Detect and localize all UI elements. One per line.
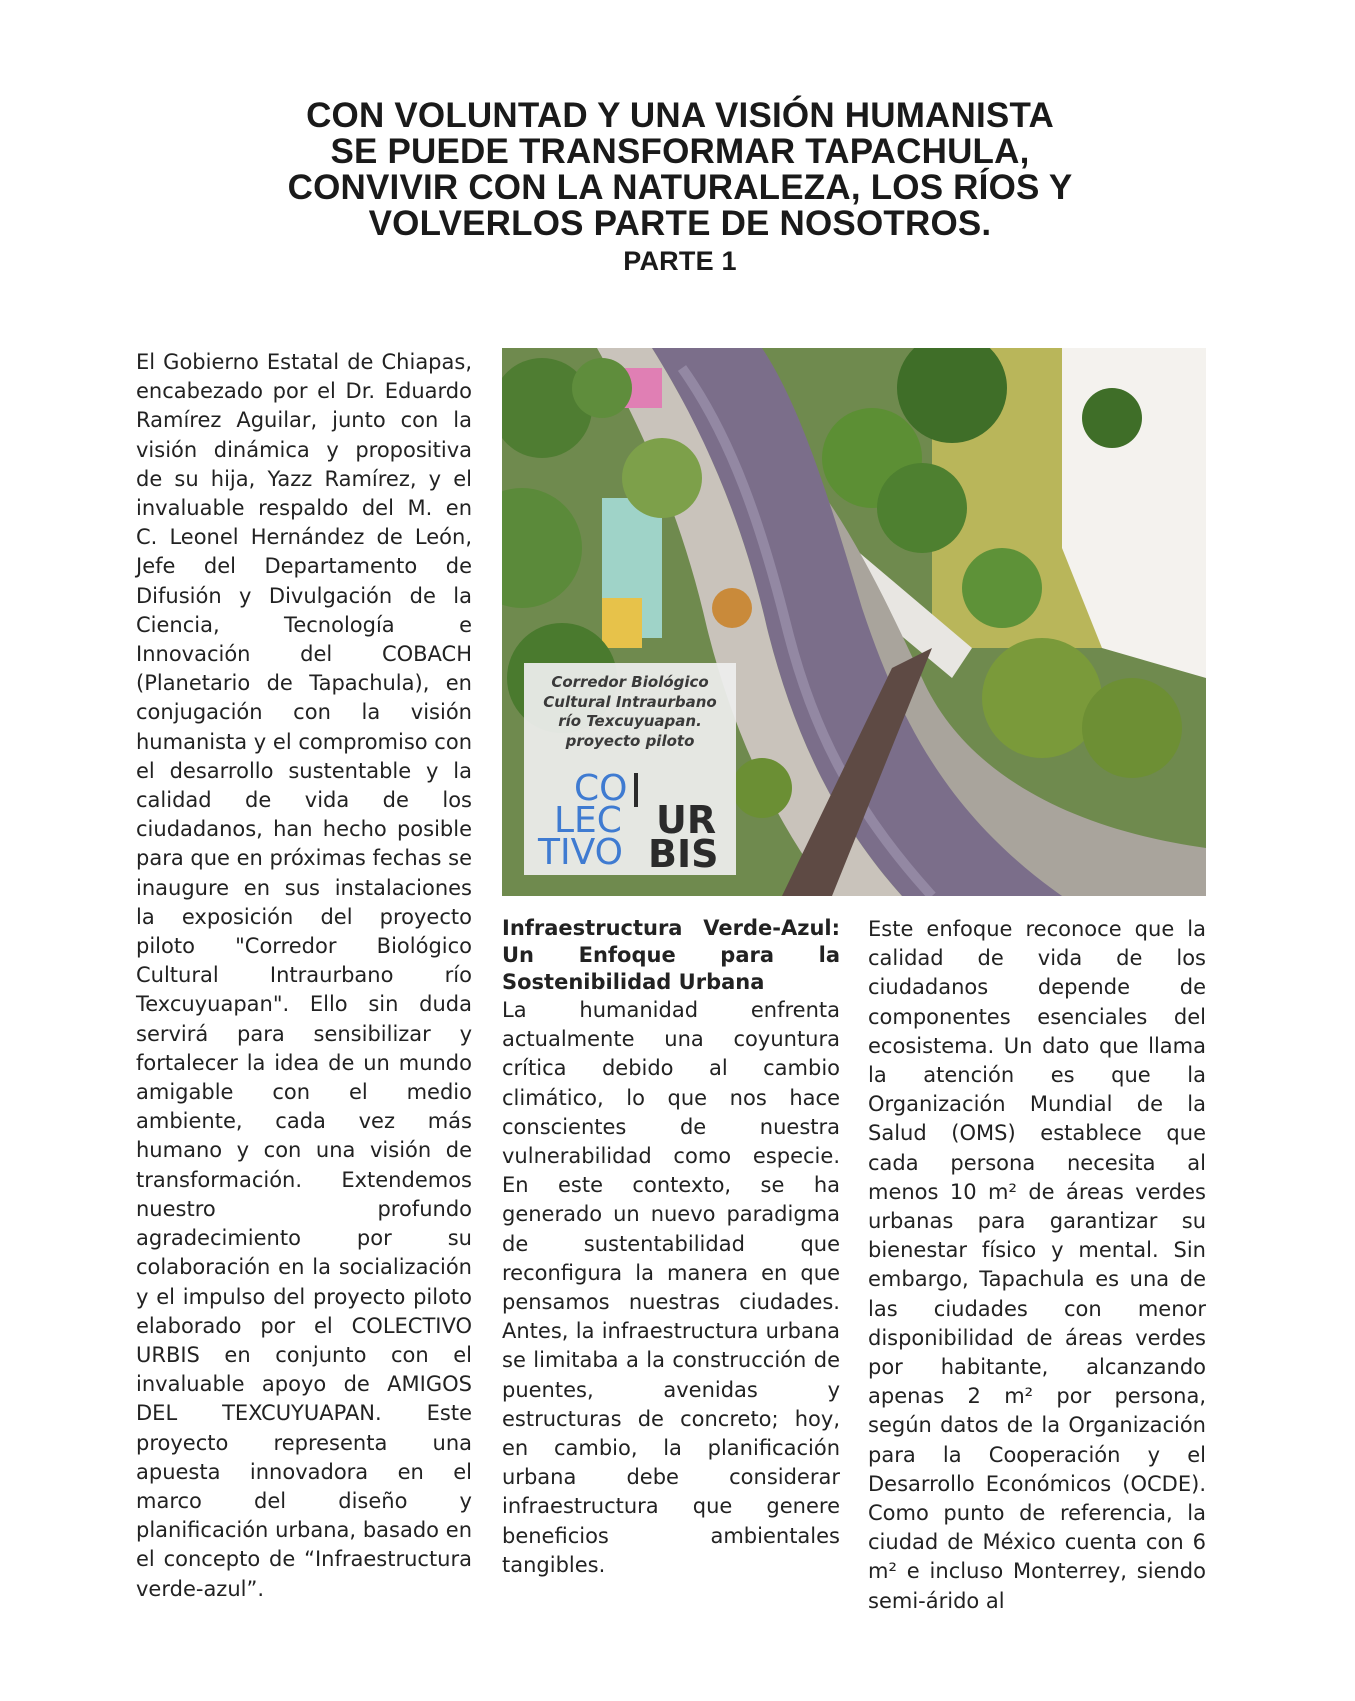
project-caption (524, 673, 736, 751)
column-1 (136, 348, 472, 1604)
headline-line: SE PUEDE TRANSFORMAR TAPACHULA, (330, 132, 1030, 171)
logo-lec: LEC (554, 800, 622, 841)
logo-co: CO (574, 768, 628, 809)
logo-tivo: TIVO (538, 832, 623, 873)
column-1-paragraph: El Gobierno Estatal de Chiapas, encabezado por el Dr. Eduardo Ramírez Aguilar, junto con la visión dinámica y propositiva de su hija, Yazz Ramírez, y el invaluable respaldo del M. en C. Leonel Hernández de León, Jefe del Departamento de Difusión y Divulgación de la Ciencia, Tecnología e Innovación del COBACH (Planetario de Tapachula), en conjugación con la visión humanista y el compromiso con el desarrollo sustentable y la calidad de vida de los ciudadanos, han hecho posible para que en próximas fechas se inaugure en sus instalaciones la exposición del proyecto piloto "Corredor Biológico Cultural Intraurbano río Texcuyuapan". Ello sin duda servirá para sensibilizar y fortalecer la idea de un mundo amigable con el medio ambiente, cada vez más humano y con una visión de transformación. Extendemos nuestro profundo agradecimiento por su colaboración en la socialización y el impulso del proyecto piloto elaborado por el COLECTIVO URBIS en conjunto con el invaluable apoyo de AMIGOS DEL TEXCUYUAPAN. Este proyecto representa una apuesta innovadora en el marco del diseño y planificación urbana, basado en el concepto de “Infraestructura verde-azul”. (136, 350, 472, 1601)
column-2-paragraph: La humanidad enfrenta actualmente una coyuntura crítica debido al cambio climático, lo que nos hace conscientes de nuestra vulnerabilidad como especie. En este contexto, se ha generado un nuevo paradigma de sustentabilidad que reconfigura la manera en que pensamos nuestras ciudades. Antes, la infraestructura urbana se limitaba a la construcción de puentes, avenidas y estructuras de concreto; hoy, en cambio, la planificación urbana debe considerar infraestructura que genere beneficios ambientales tangibles. (502, 998, 840, 1577)
column-3 (868, 915, 1206, 1616)
caption-line: río Texcuyuapan. (558, 712, 702, 730)
headline-line: VOLVERLOS PARTE DE NOSOTROS. (368, 204, 992, 243)
river-corridor-rendering (502, 348, 1206, 896)
caption-line: proyecto piloto (565, 731, 695, 750)
headline-line: CONVIVIR CON LA NATURALEZA, LOS RÍOS Y (287, 168, 1073, 207)
headline (150, 98, 1210, 278)
project-caption-box (524, 663, 736, 875)
colectivo-urbis-logo (538, 768, 728, 876)
logo-bis: BIS (648, 832, 719, 876)
logo-ur: UR (656, 798, 717, 842)
section-heading: Infraestructura Verde-Azul: Un Enfoque para la Sostenibilidad Urbana (502, 916, 840, 994)
part-label: PARTE 1 (623, 246, 737, 276)
headline-line: CON VOLUNTAD Y UNA VISIÓN HUMANISTA (306, 96, 1054, 135)
caption-line: Corredor Biológico (551, 673, 709, 691)
column-2 (502, 915, 840, 1580)
column-3-paragraph: Este enfoque reconoce que la calidad de vida de los ciudadanos depende de componentes esenciales del ecosistema. Un dato que llama la atención es que la Organización Mundial de la Salud (OMS) establece que cada persona necesita al menos 10 m² de áreas verdes urbanas para garantizar su bienestar físico y mental. Sin embargo, Tapachula es una de las ciudades con menor disponibilidad de áreas verdes por habitante, alcanzando apenas 2 m² por persona, según datos de la Organización para la Cooperación y el Desarrollo Económicos (OCDE). Como punto de referencia, la ciudad de México cuenta con 6 m² e incluso Monterrey, siendo semi-árido al (868, 917, 1206, 1613)
caption-line: Cultural Intraurbano (543, 692, 717, 711)
logo-divider (634, 773, 638, 807)
